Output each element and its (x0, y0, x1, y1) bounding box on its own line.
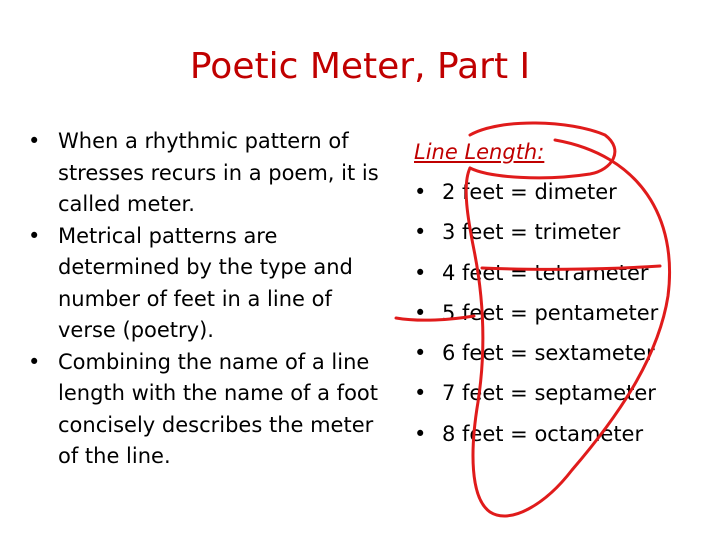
left-column (28, 126, 380, 473)
line-length-item: • 2 feet = dimeter (414, 172, 714, 212)
left-bullet-3: • Combining the name of a line length with the name of a foot concisely describes the meter of the line. (28, 347, 380, 473)
left-bullet-2: • Metrical patterns are determined by the type and number of feet in a line of verse (poetry). (28, 221, 380, 347)
right-column (414, 132, 714, 454)
line-length-item: • 7 feet = septameter (414, 373, 714, 413)
line-length-item: • 3 feet = trimeter (414, 212, 714, 252)
line-length-item: • 6 feet = sextameter (414, 333, 714, 373)
line-length-list (414, 172, 714, 454)
slide-title: Poetic Meter, Part I (189, 46, 531, 87)
line-length-heading: Line Length: (414, 140, 545, 164)
left-bullet-list (28, 126, 380, 473)
line-length-item: • 4 feet = tetrameter (414, 253, 714, 293)
line-length-item: • 5 feet = pentameter (414, 293, 714, 333)
left-bullet-1: • When a rhythmic pattern of stresses recurs in a poem, it is called meter. (28, 126, 380, 221)
line-length-item: • 8 feet = octameter (414, 414, 714, 454)
